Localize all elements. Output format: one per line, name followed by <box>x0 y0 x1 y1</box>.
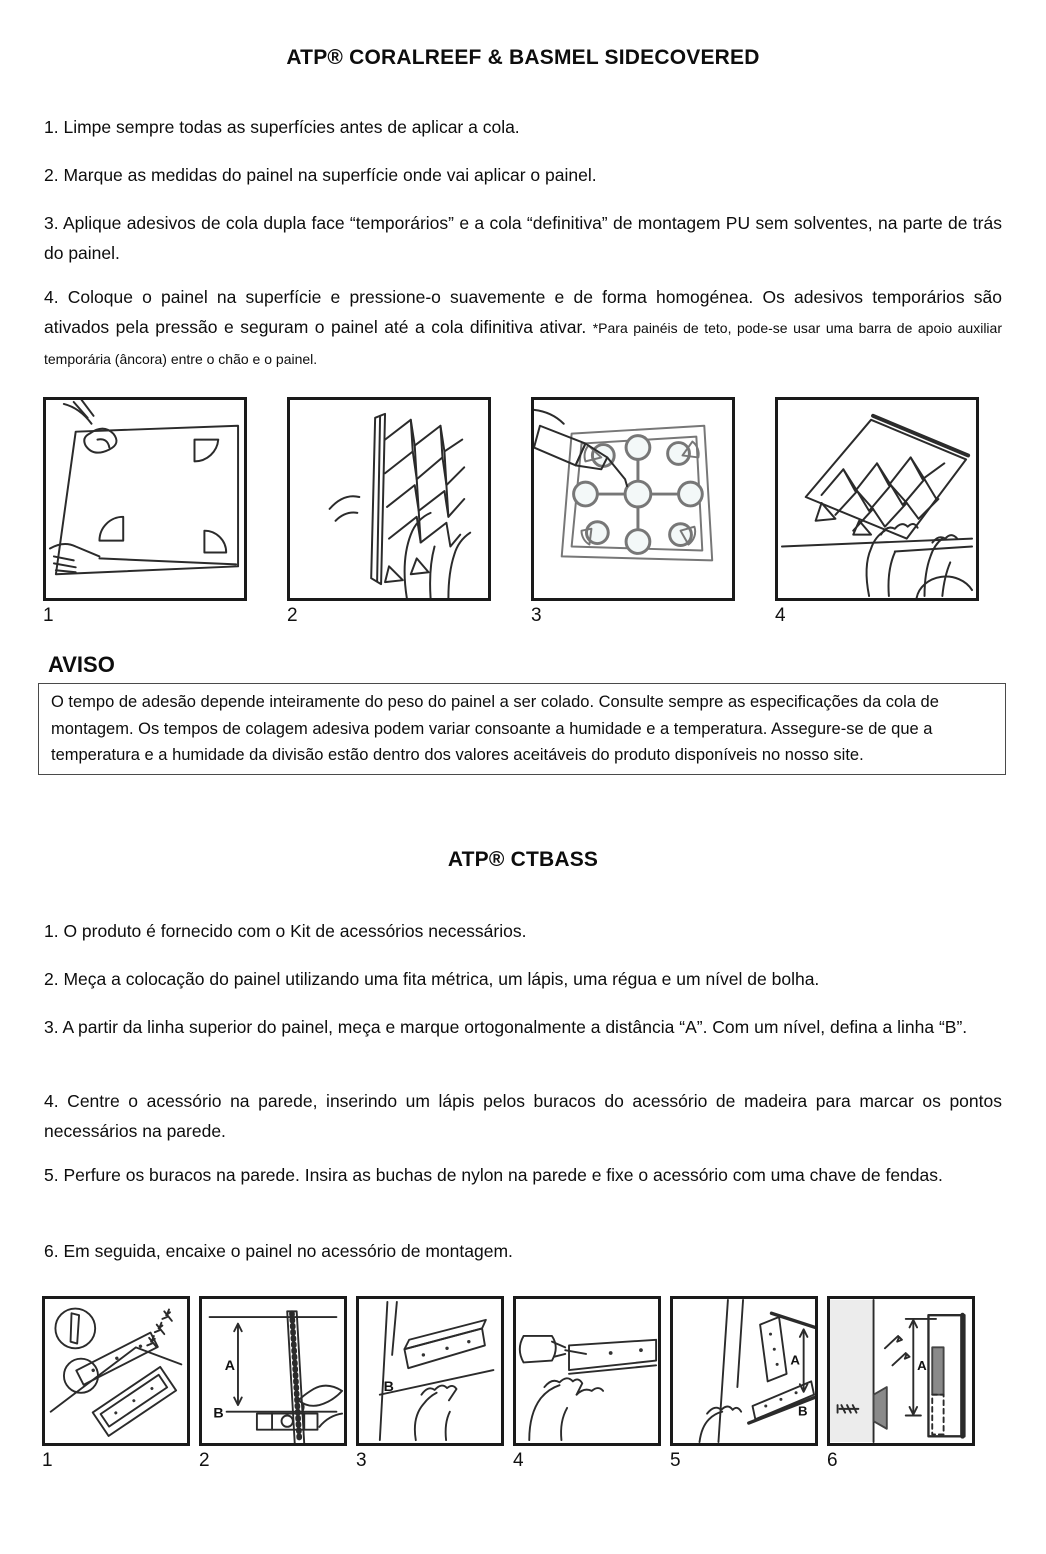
triangle-tips <box>385 558 429 582</box>
warning-box: O tempo de adesão depende inteiramente do peso do painel a ser colado. Consulte sempre as especificações da cola de montagem. Os tempos de colagem adesiva podem variar consoante a humidade e a temperatura. Assegure-se de que a temperatura e a humidade da divisão estão dentro dos valores aceitáveis do produto disponíveis no nosso site. <box>38 683 1006 775</box>
hold-cleat-illustration <box>359 1299 501 1443</box>
panel-bottom-edge <box>99 558 236 564</box>
section2-step-4: 4. Centre o acessório na parede, inserindo um lápis pelos buracos do acessório de madeira para marcar os pontos necessários na parede. <box>44 1091 1002 1141</box>
hole-dot <box>422 1353 425 1356</box>
figure-mark-holes-box <box>513 1296 661 1446</box>
hand-fingers <box>421 1386 456 1401</box>
panel-slot <box>93 1367 176 1436</box>
hole-dot <box>114 1411 118 1415</box>
pencil-icon <box>885 1336 910 1365</box>
line-b <box>380 1370 494 1395</box>
hole-dot <box>769 1333 772 1336</box>
section1-step-2: 2. Marque as medidas do painel na superfície onde vai aplicar o painel. <box>44 165 597 185</box>
arm-icon <box>925 539 943 596</box>
triangle-texture <box>385 451 464 485</box>
figure-number: 4 <box>775 605 786 626</box>
figure-number: 5 <box>670 1450 681 1471</box>
section2-title: ATP® CTBASS <box>447 848 599 871</box>
label-a: A <box>790 1352 800 1368</box>
wall-section <box>830 1300 874 1442</box>
section2-step-6: 6. Em seguida, encaixe o painel no acessório de montagem. <box>44 1241 513 1261</box>
cloth-fold <box>97 439 109 447</box>
panel-top-edge <box>873 416 968 456</box>
section2-figure-row <box>42 1296 975 1472</box>
glue-dot <box>668 443 690 465</box>
hand-icon <box>577 1388 604 1395</box>
hole-dot <box>795 1391 798 1394</box>
figure-press-panel <box>775 397 979 627</box>
wall-cleat <box>874 1387 887 1429</box>
glue-dot <box>679 482 703 506</box>
panel-top-thick <box>771 1313 815 1338</box>
section2-step-5: 5. Perfure os buracos na parede. Insira as buchas de nylon na parede e fixe o acessório com uma chave de fendas. <box>44 1165 943 1185</box>
section1-step-1: 1. Limpe sempre todas as superfícies antes de aplicar a cola. <box>44 117 520 137</box>
figure-accessory-kit <box>42 1296 190 1472</box>
figure-hang-panel-box <box>827 1296 975 1446</box>
figure-hold-cleat-box <box>356 1296 504 1446</box>
drill-icon <box>520 1336 556 1363</box>
hand-icon <box>50 544 100 556</box>
hole-dot <box>639 1348 643 1352</box>
corner-mark-icon <box>195 440 219 462</box>
hole-dot <box>91 1368 96 1373</box>
hand-icon <box>299 1386 343 1406</box>
figure-panel-back <box>287 397 491 627</box>
glue-dot <box>574 482 598 506</box>
section2-step-1: 1. O produto é fornecido com o Kit de acessórios necessários. <box>44 921 527 941</box>
hole-dot <box>609 1351 613 1355</box>
arm-line <box>561 1408 567 1440</box>
hole-dot <box>776 1363 779 1366</box>
cleat-front <box>404 1328 484 1368</box>
figure-clean-surface <box>43 397 247 627</box>
panel-edge-lines <box>718 1300 743 1442</box>
cleat-bar-outline <box>569 1340 656 1370</box>
figure-number: 3 <box>356 1450 367 1471</box>
panel-cleat-dashed <box>932 1395 943 1435</box>
figure-number: 6 <box>827 1450 838 1471</box>
figure-number: 1 <box>42 1450 53 1471</box>
glue-dot <box>626 530 650 554</box>
figure-number: 3 <box>531 605 542 626</box>
fix-accessory-illustration <box>673 1299 815 1443</box>
hole-dot <box>467 1340 470 1343</box>
figure-hang-panel <box>827 1296 975 1472</box>
figure-measure-box <box>199 1296 347 1446</box>
arm-icon <box>529 1385 559 1440</box>
level-vial <box>282 1415 293 1426</box>
section1-step-4-note: *Para painéis de teto, pode-se usar uma barra de apoio auxiliar temporária (âncora) entre o chão e o painel. <box>44 320 1002 367</box>
label-b: B <box>213 1405 224 1422</box>
hole-dot <box>764 1405 767 1408</box>
figure-hold-cleat <box>356 1296 504 1472</box>
figure-fix-accessory <box>670 1296 818 1472</box>
triangle-texture <box>822 457 945 495</box>
mark-holes-illustration <box>516 1299 658 1443</box>
arm-icon <box>867 531 885 596</box>
corner-mark-icon <box>204 531 226 553</box>
figure-press-panel-box <box>775 397 979 601</box>
arm-line <box>446 1412 450 1440</box>
screw <box>155 1323 164 1334</box>
label-a: A <box>917 1358 927 1374</box>
measuring-illustration <box>202 1299 344 1443</box>
figure-number: 2 <box>199 1450 210 1471</box>
glue-dot <box>626 436 650 460</box>
glue-dot <box>625 481 651 507</box>
cloth-icon <box>84 429 116 453</box>
triangle-texture <box>389 517 460 547</box>
cleat-top <box>404 1320 485 1349</box>
cleat-profile <box>71 1313 80 1343</box>
panel-edge-line <box>377 416 380 581</box>
figure-number: 4 <box>513 1450 524 1471</box>
figure-mark-holes <box>513 1296 661 1472</box>
label-b: B <box>797 1403 808 1419</box>
glue-application-illustration <box>534 400 732 598</box>
arm-line <box>888 552 894 596</box>
press-panel-illustration <box>778 400 976 598</box>
figure-apply-glue-box <box>531 397 735 601</box>
arm-line <box>942 562 950 596</box>
clean-surface-illustration <box>46 400 244 598</box>
hole-dot <box>773 1348 776 1351</box>
glue-gun-tip <box>607 457 627 486</box>
hand-icon <box>330 496 360 521</box>
figure-number: 2 <box>287 605 298 626</box>
section1-step-4-text: 4. Coloque o painel na superfície e pressione-o suavemente e de forma homogénea. Os adesivos temporários são ativados pela pressão e seguram o painel até a cola difinitiva ativar. <box>44 287 1002 337</box>
section1-step-4 <box>44 282 1002 374</box>
wall-line <box>782 539 972 547</box>
triangle-texture <box>385 420 462 452</box>
screw <box>162 1309 171 1320</box>
hang-panel-illustration <box>830 1299 972 1443</box>
screw-icon <box>147 1309 172 1347</box>
hole-dot <box>132 1399 136 1403</box>
label-b: B <box>383 1378 394 1395</box>
hand-fingers <box>544 1378 582 1394</box>
panel-cleat <box>932 1347 943 1394</box>
arm-icon <box>534 410 564 424</box>
arm-line <box>430 547 434 598</box>
triangle-texture-lines <box>843 457 924 508</box>
hole-dot <box>150 1386 154 1390</box>
corner-mark-icon <box>99 517 123 541</box>
wall-corner-lines <box>380 1302 397 1440</box>
figure-accessory-kit-box <box>42 1296 190 1446</box>
figure-measure <box>199 1296 347 1472</box>
textured-panel-illustration <box>290 400 488 598</box>
hand-fingers <box>707 1407 741 1414</box>
hole-dot <box>779 1398 782 1401</box>
section1-title: ATP® CORALREEF & BASMEL SIDECOVERED <box>286 46 760 69</box>
section1-step-3: 3. Aplique adesivos de cola dupla face “temporários” e a cola “definitiva” de montagem PU sem solventes, na parte de trás do painel. <box>44 213 1002 263</box>
figure-number: 1 <box>43 605 54 626</box>
warning-heading: AVISO <box>48 652 115 677</box>
figure-panel-back-box <box>287 397 491 601</box>
hole-dot <box>445 1347 448 1350</box>
figure-clean-surface-box <box>43 397 247 601</box>
accessory-kit-illustration <box>45 1299 187 1443</box>
figure-apply-glue <box>531 397 735 627</box>
section1-figure-row <box>43 397 979 627</box>
section2-step-3: 3. A partir da linha superior do painel, meça e marque ortogonalmente a distância “A”. Com um nível, defina a linha “B”. <box>44 1017 968 1037</box>
arm-icon <box>448 533 470 598</box>
section2-step-2: 2. Meça a colocação do painel utilizando uma fita métrica, um lápis, uma régua e um nível de bolha. <box>44 969 820 989</box>
label-a: A <box>224 1358 235 1375</box>
triangle-texture <box>387 485 464 517</box>
arm-line <box>319 1414 342 1427</box>
figure-fix-accessory-box <box>670 1296 818 1446</box>
arm-icon <box>415 1393 437 1440</box>
